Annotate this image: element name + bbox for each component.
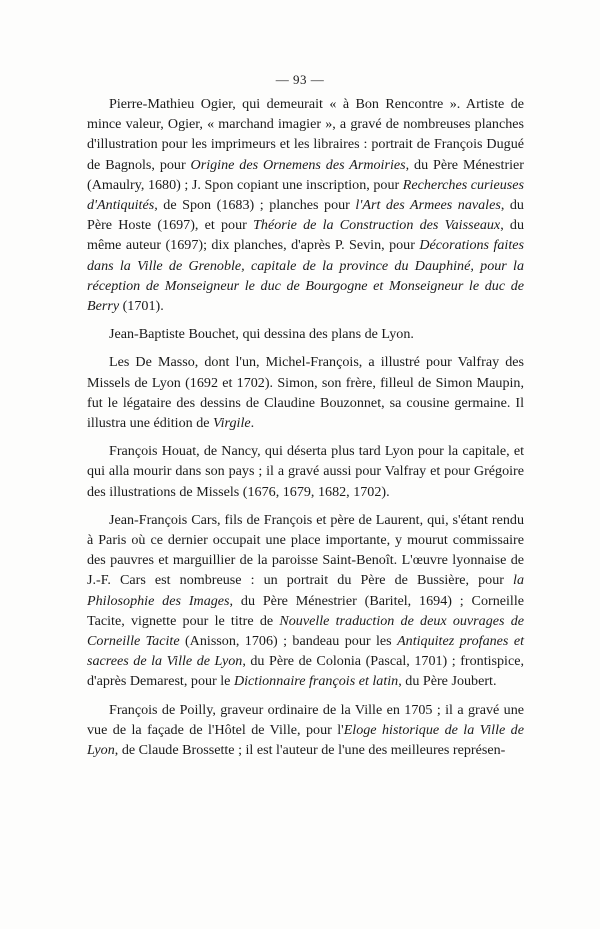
text-run: , de Claude Brossette ; il est l'auteur de l'une des meilleures représen- bbox=[114, 742, 506, 759]
paragraph bbox=[87, 441, 524, 502]
page-number: — 93 — bbox=[275, 72, 325, 87]
paragraph bbox=[87, 94, 524, 316]
italic-title: Origine des Ornemens des Armoiries bbox=[190, 156, 406, 173]
italic-title: l'Art des Armees navales bbox=[355, 197, 501, 214]
paragraph bbox=[87, 700, 524, 761]
paragraph bbox=[87, 510, 524, 692]
text-run: Jean-François Cars, fils de François et père de Laurent, qui, s'étant rendu à Paris où ce dernier occupait une place importante, y mourut commissaire des pauvres et marguillier de la paroisse Saint-Benoît. L'œuvre lyonnaise de J.-F. Cars est nombreuse : un portrait du Père de Bussière, pour bbox=[87, 511, 524, 589]
italic-title: la Philosophie des Images bbox=[87, 572, 524, 609]
body-text bbox=[87, 94, 524, 768]
text-run: (1701). bbox=[119, 298, 164, 315]
text-run: (Anisson, 1706) ; bandeau pour les bbox=[179, 633, 398, 650]
text-run: , du Père Hoste (1697), et pour bbox=[87, 197, 524, 234]
italic-title: Eloge historique de la Ville de Lyon bbox=[87, 721, 524, 759]
text-run: Les De Masso, dont l'un, Michel-François, a illustré pour Valfray des Missels de Lyon (1692 et 1702). Simon, son frère, filleul de Simon Maupin, fut le légataire des dessins de Claudine Bouzonnet, sa cousine germaine. Il illustra une édition de bbox=[87, 354, 524, 432]
text-run: , du même auteur (1697); dix planches, d'après P. Sevin, pour bbox=[87, 217, 525, 254]
text-run: , de Spon (1683) ; planches pour bbox=[154, 197, 356, 214]
italic-title: Théorie de la Construction des Vaisseaux bbox=[253, 217, 501, 234]
text-run: François de Poilly, graveur ordinaire de la Ville en 1705 ; il a gravé une vue de la façade de l'Hôtel de Ville, pour l' bbox=[87, 701, 524, 738]
italic-title: Décorations faites dans la Ville de Grenoble, capitale de la province du Dauphiné, pour la réception de Monseigneur le duc de Bourgogne et Monseigneur le duc de Berry bbox=[87, 237, 524, 315]
text-run: François Houat, de Nancy, qui déserta plus tard Lyon pour la capitale, et qui alla mourir dans son pays ; il a gravé aussi pour Valfray et pour Grégoire des illustrations de Missels (1676, 1679, 1682, 1702). bbox=[87, 443, 524, 500]
text-run: Pierre-Mathieu Ogier, qui demeurait « à Bon Rencontre ». Artiste de mince valeur, Ogier, « marchand imagier », a gravé de nombreuses planches d'illustration pour les imprimeurs et les libraires : portrait de François Dugué de Bagnols, pour bbox=[87, 96, 524, 173]
italic-title: Antiquitez profanes et sacrees de la Ville de Lyon bbox=[87, 633, 524, 670]
italic-title: Recherches curieuses d'Antiquités bbox=[87, 176, 524, 214]
paragraph bbox=[87, 352, 524, 433]
text-run: , du Père Ménestrier (Amaulry, 1680) ; J. Spon copiant une inscription, pour bbox=[87, 156, 525, 193]
text-run: , du Père Joubert. bbox=[398, 673, 497, 690]
italic-title: Virgile bbox=[213, 415, 251, 432]
text-run: Jean-Baptiste Bouchet, qui dessina des plans de Lyon. bbox=[109, 326, 414, 343]
text-run: , du Père Ménestrier (Baritel, 1694) ; Corneille Tacite, vignette pour le titre de bbox=[87, 592, 524, 629]
text-run: , du Père de Colonia (Pascal, 1701) ; frontispice, d'après Demarest, pour le bbox=[87, 653, 525, 690]
italic-title: Nouvelle traduction de deux ouvrages de Corneille Tacite bbox=[87, 612, 524, 650]
italic-title: Dictionnaire françois et latin bbox=[233, 673, 399, 690]
paragraph bbox=[87, 324, 524, 344]
text-run: . bbox=[250, 415, 255, 432]
